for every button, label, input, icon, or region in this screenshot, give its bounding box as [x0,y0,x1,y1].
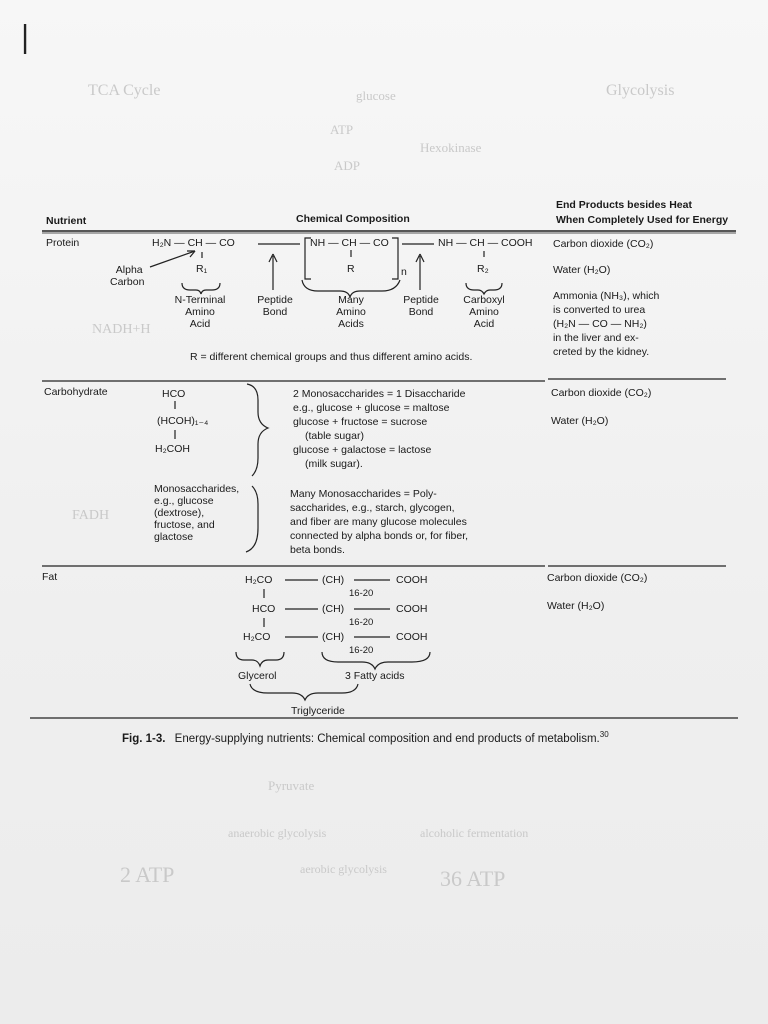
ghost-text: alcoholic fermentation [420,826,529,840]
r-definition-note: R = different chemical groups and thus different amino acids. [190,351,473,363]
header-chemical-composition: Chemical Composition [296,213,410,225]
n-terminal-label: N-Terminal Amino Acid [174,294,226,330]
fat-end-products: Carbon dioxide (CO₂) Water (H₂O) [547,572,648,612]
figure-caption-text: Energy-supplying nutrients: Chemical composition and end products of metabolism. [174,732,600,745]
ghost-text: Glycolysis [606,82,675,99]
ghost-text: Pyruvate [268,778,315,793]
many-amino-acids-label: Many Amino Acids [336,294,366,330]
figure-label: Fig. 1-3. [122,732,166,745]
header-nutrient: Nutrient [46,215,87,227]
protein-end-products: Carbon dioxide (CO₂) Water (H₂O) Ammonia (NH₃), which is converted to urea (H₂N — CO — NH₂) in the liver and ex- creted by the kidney. [553,238,660,358]
header-end-products-line2: When Completely Used for Energy [556,214,729,226]
protein-formula-right: NH — CH — COOH [438,237,533,249]
ghost-text: Hexokinase [420,140,482,155]
protein-r1: R₁ [196,263,208,275]
protein-formula-left: H₂N — CH — CO [152,237,235,249]
ghost-text: anaerobic glycolysis [228,826,327,840]
ghost-text: glucose [356,88,396,103]
protein-n: n [401,266,407,278]
carboxyl-label: Carboxyl Amino Acid [463,294,505,330]
fat-row-1-left: H₂CO [245,574,273,586]
carb-formula-h2coh: H₂COH [155,443,190,455]
disaccharide-description: 2 Monosaccharides = 1 Disaccharide e.g., glucose + glucose = maltose glucose + fructose = sucrose (table sugar) glucose + galactose = lactose (milk sugar). [293,388,466,470]
fat-row-3-sub: 16-20 [349,645,374,656]
ghost-text: ADP [334,158,361,173]
fatty-acids-label: 3 Fatty acids [345,670,405,682]
carb-formula-hco: HCO [162,388,186,400]
fat-row-2-mid: (CH) [322,603,345,615]
ghost-text: 36 ATP [440,866,506,891]
peptide-bond-label-2: Peptide Bond [403,294,439,318]
fat-row-2-right: COOH [396,603,428,615]
figure-caption [122,730,609,745]
ghost-text: 2 ATP [120,862,175,887]
fat-row-2-left: HCO [252,603,276,615]
ghost-text: NADH+H [92,322,151,337]
fat-row-1-mid: (CH) [322,574,345,586]
nutrient-protein-label: Protein [46,237,80,249]
carb-formula-hcoh: (HCOH)₁₋₄ [157,415,209,427]
peptide-bond-label-1: Peptide Bond [257,294,293,318]
ghost-text: FADH [72,508,110,523]
ghost-text: aerobic glycolysis [300,862,387,876]
triglyceride-label: Triglyceride [291,705,345,717]
alpha-carbon-label: Alpha Carbon [110,264,145,288]
glycerol-label: Glycerol [238,670,277,682]
fat-row-1-right: COOH [396,574,428,586]
pen-mark: | [20,20,31,55]
figure-caption-reference: 30 [599,730,609,739]
ghost-text: ATP [330,122,354,137]
protein-r: R [347,263,355,275]
monosaccharides-label: Monosaccharides, e.g., glucose (dextrose), fructose, and glactose [154,483,240,543]
polysaccharide-description: Many Monosaccharides = Poly- saccharides, e.g., starch, glycogen, and fiber are many glucose molecules connected by alpha bonds or, for fiber, beta bonds. [290,488,469,556]
ghost-text: TCA Cycle [88,82,161,99]
fat-row-1-sub: 16-20 [349,588,374,599]
nutrient-carbohydrate-label: Carbohydrate [44,386,108,398]
fat-row-3-right: COOH [396,631,428,643]
fat-row-2-sub: 16-20 [349,617,374,628]
protein-formula-bracket: NH — CH — CO [310,237,389,249]
protein-r2: R₂ [477,263,489,275]
carb-end-products: Carbon dioxide (CO₂) Water (H₂O) [551,387,652,427]
nutrient-fat-label: Fat [42,571,58,583]
fat-row-3-mid: (CH) [322,631,345,643]
fat-row-3-left: H₂CO [243,631,271,643]
header-end-products-line1: End Products besides Heat [556,199,692,211]
